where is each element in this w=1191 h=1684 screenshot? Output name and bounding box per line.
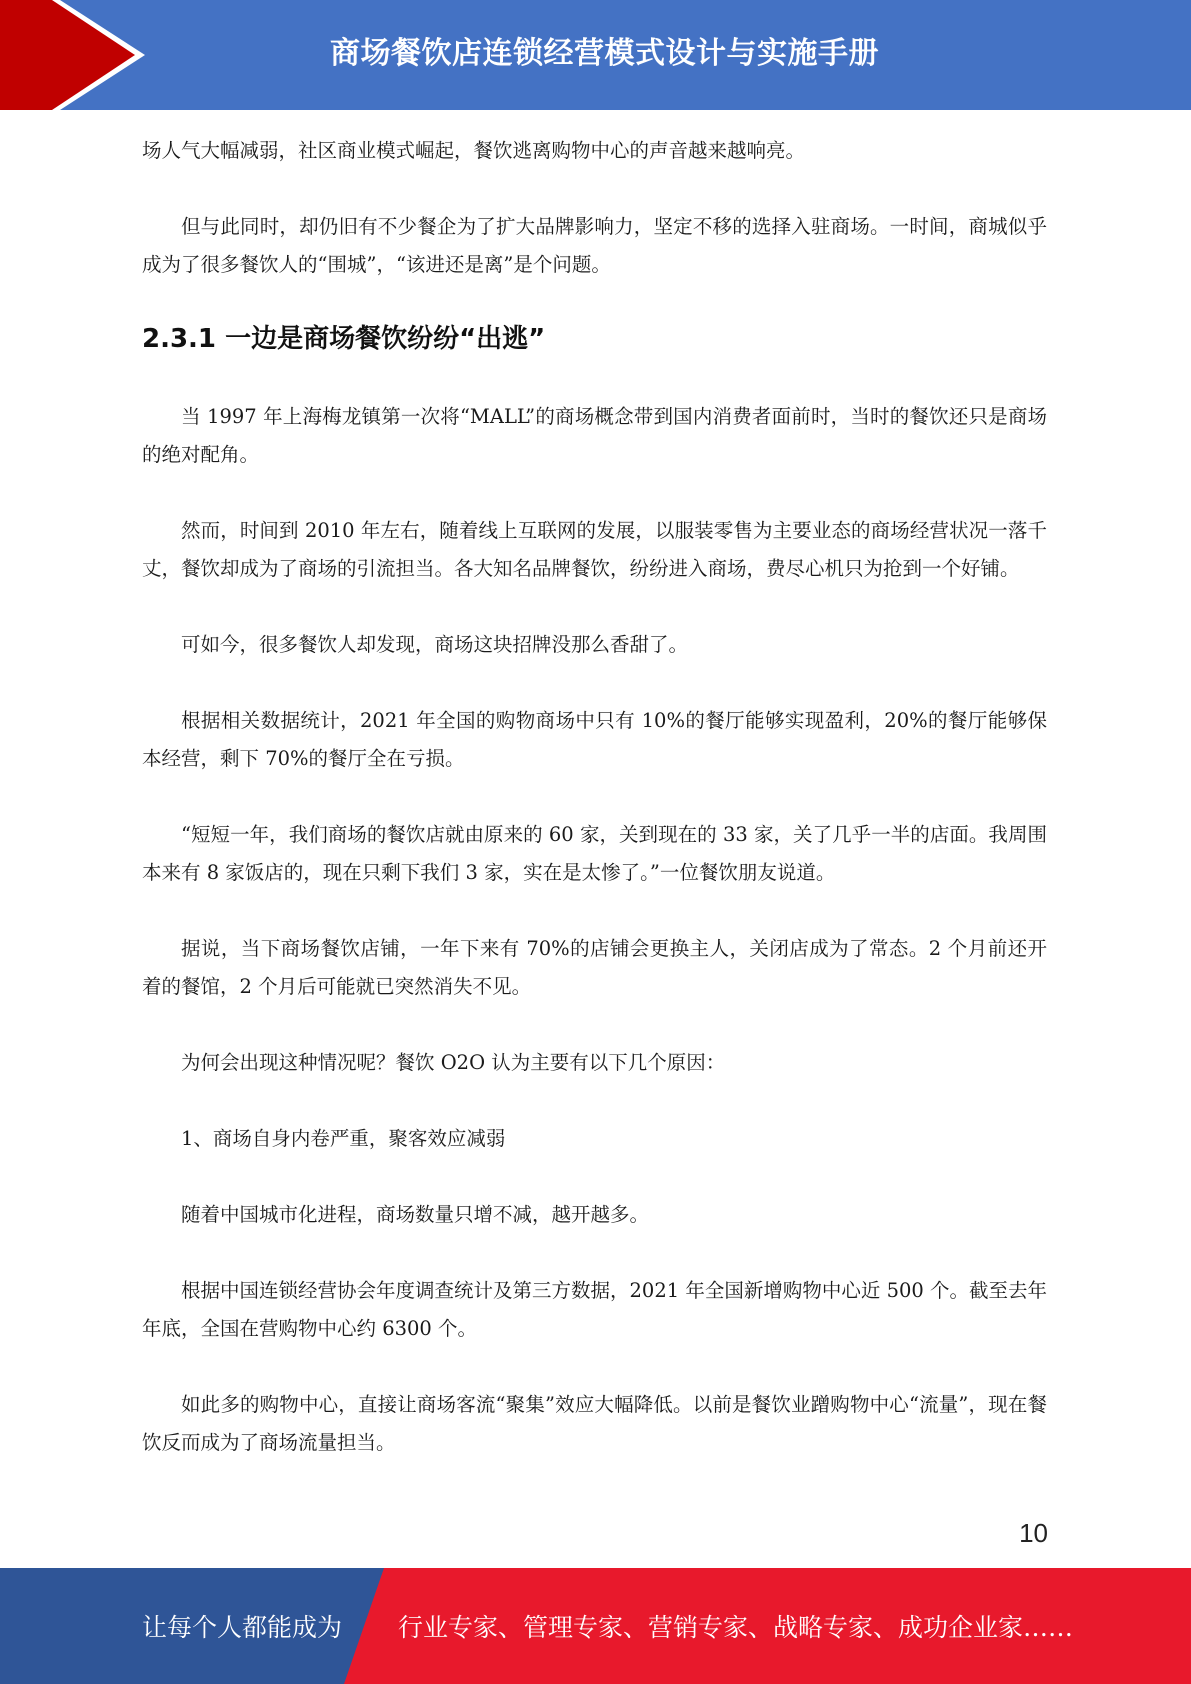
document-body <box>142 132 1047 1500</box>
paragraph: 根据相关数据统计，2021 年全国的购物商场中只有 10%的餐厅能够实现盈利，20%的餐厅能够保本经营，剩下 70%的餐厅全在亏损。 <box>142 709 1047 770</box>
section-heading: 2.3.1 一边是商场餐饮纷纷“出逃” <box>142 324 546 354</box>
header-arrow-icon <box>0 0 160 110</box>
paragraph: 但与此同时，却仍旧有不少餐企为了扩大品牌影响力，坚定不移的选择入驻商场。一时间，商城似乎成为了很多餐饮人的“围城”，“该进还是离”是个问题。 <box>142 215 1047 276</box>
paragraph: 如此多的购物中心，直接让商场客流“聚集”效应大幅降低。以前是餐饮业蹭购物中心“流量”，现在餐饮反而成为了商场流量担当。 <box>142 1393 1047 1454</box>
paragraph: “短短一年，我们商场的餐饮店就由原来的 60 家，关到现在的 33 家，关了几乎一半的店面。我周围本来有 8 家饭店的，现在只剩下我们 3 家，实在是太惨了。”一位餐饮朋友说道。 <box>142 823 1047 884</box>
paragraph: 据说，当下商场餐饮店铺，一年下来有 70%的店铺会更换主人，关闭店成为了常态。2 个月前还开着的餐馆，2 个月后可能就已突然消失不见。 <box>142 937 1047 998</box>
footer-slogan-right: 行业专家、管理专家、营销专家、战略专家、成功企业家…… <box>398 1613 1074 1642</box>
paragraph: 然而，时间到 2010 年左右，随着线上互联网的发展，以服装零售为主要业态的商场经营状况一落千丈，餐饮却成为了商场的引流担当。各大知名品牌餐饮，纷纷进入商场，费尽心机只为抢到一个好铺。 <box>142 519 1047 580</box>
paragraph: 随着中国城市化进程，商场数量只增不减，越开越多。 <box>181 1203 650 1226</box>
paragraph: 根据中国连锁经营协会年度调查统计及第三方数据，2021 年全国新增购物中心近 500 个。截至去年年底，全国在营购物中心约 6300 个。 <box>142 1279 1047 1340</box>
paragraph: 1、商场自身内卷严重，聚客效应减弱 <box>181 1127 506 1150</box>
page-number: 10 <box>1019 1518 1048 1548</box>
document-title: 商场餐饮店连锁经营模式设计与实施手册 <box>330 36 879 71</box>
footer-band <box>0 1568 1191 1684</box>
footer-slogan-left: 让每个人都能成为 <box>142 1613 343 1642</box>
paragraph: 当 1997 年上海梅龙镇第一次将“MALL”的商场概念带到国内消费者面前时，当时的餐饮还只是商场的绝对配角。 <box>142 405 1047 466</box>
paragraph: 场人气大幅减弱，社区商业模式崛起，餐饮逃离购物中心的声音越来越响亮。 <box>142 139 806 162</box>
paragraph: 为何会出现这种情况呢？餐饮 O2O 认为主要有以下几个原因： <box>181 1051 726 1074</box>
paragraph: 可如今，很多餐饮人却发现，商场这块招牌没那么香甜了。 <box>181 633 689 656</box>
header-band <box>0 0 1191 110</box>
